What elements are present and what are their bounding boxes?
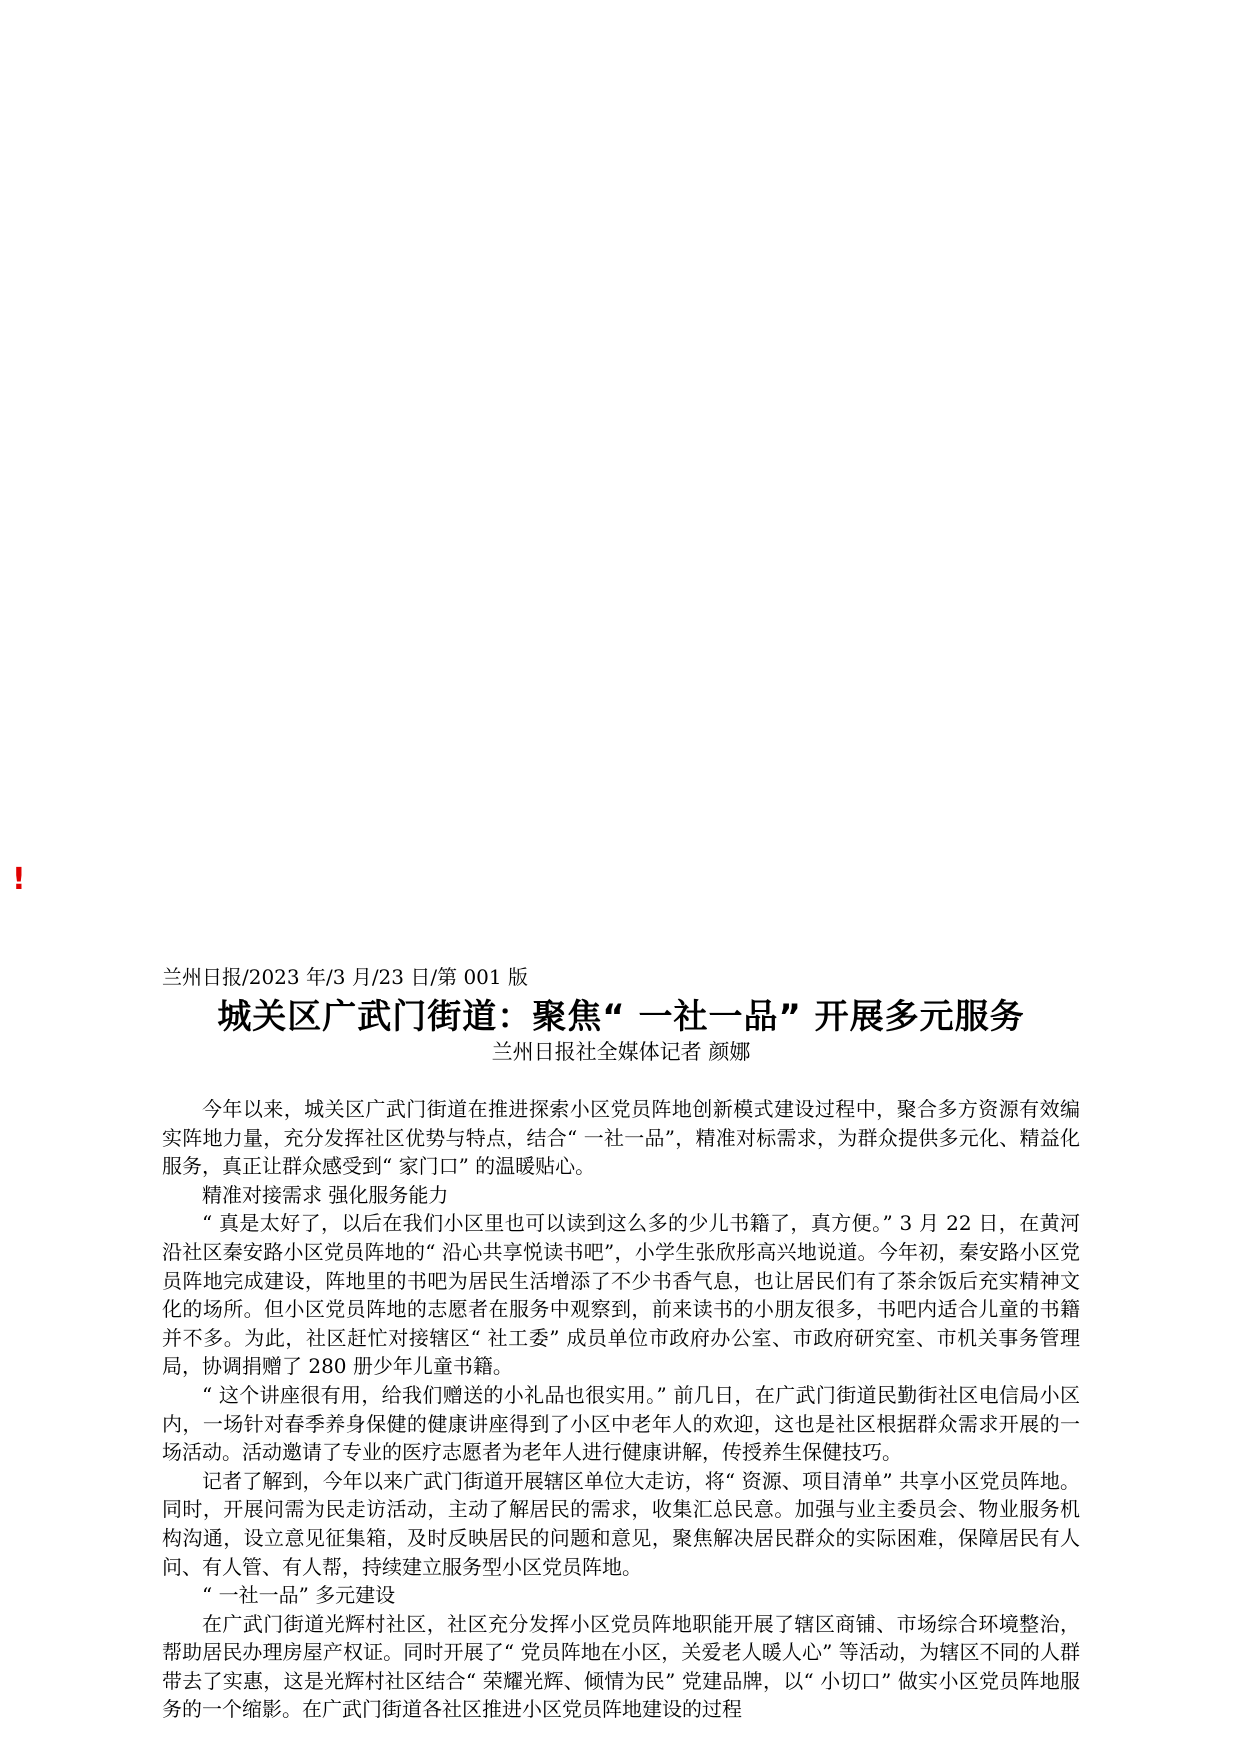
section-heading: 精准对接需求 强化服务能力 <box>202 1182 449 1207</box>
paragraph: 今年以来，城关区广武门街道在推进探索小区党员阵地创新模式建设过程中，聚合多方资源有效编实阵地力量，充分发挥社区优势与特点，结合“ 一社一品”，精准对标需求，为群众提供多元化、精益化服务，真正让群众感受到“ 家门口” 的温暖贴心。 <box>162 1097 1080 1179</box>
paragraph: “ 真是太好了，以后在我们小区里也可以读到这么多的少儿书籍了，真方便。” 3 月 22 日，在黄河沿社区秦安路小区党员阵地的“ 沿心共享悦读书吧”，小学生张欣彤高兴地说道。今年初，秦安路小区党员阵地完成建设，阵地里的书吧为居民生活增添了不少书香气息，也让居民们有了茶余饭后充实精神文化的场所。但小区党员阵地的志愿者在服务中观察到，前来读书的小朋友很多，书吧内适合儿童的书籍并不多。为此，社区赶忙对接辖区“ 社工委” 成员单位市政府办公室、市政府研究室、市机关事务管理局，协调捐赠了 280 册少年儿童书籍。 <box>162 1211 1080 1379</box>
paragraph: 在广武门街道光辉村社区，社区充分发挥小区党员阵地职能开展了辖区商铺、市场综合环境整治，帮助居民办理房屋产权证。同时开展了“ 党员阵地在小区，关爱老人暖人心” 等活动，为辖区不同的人群带去了实惠，这是光辉村社区结合“ 荣耀光辉、倾情为民” 党建品牌，以“ 小切口” 做实小区党员阵地服务的一个缩影。在广武门街道各社区推进小区党员阵地建设的过程 <box>162 1611 1080 1722</box>
article-body <box>162 1095 1080 1724</box>
section-heading: “ 一社一品” 多元建设 <box>202 1583 396 1608</box>
alert-mark: ! <box>12 862 26 897</box>
article-title: 城关区广武门街道：聚焦“ 一社一品” 开展多元服务 <box>217 997 1025 1037</box>
paragraph: 记者了解到，今年以来广武门街道开展辖区单位大走访，将“ 资源、项目清单” 共享小区党员阵地。同时，开展问需为民走访活动，主动了解居民的需求，收集汇总民意。加强与业主委员会、物业服务机构沟通，设立意见征集箱，及时反映居民的问题和意见，聚焦解决居民群众的实际困难，保障居民有人问、有人管、有人帮，持续建立服务型小区党员阵地。 <box>162 1468 1080 1579</box>
paragraph: “ 这个讲座很有用，给我们赠送的小礼品也很实用。” 前几日，在广武门街道民勤街社区电信局小区内，一场针对春季养身保健的健康讲座得到了小区中老年人的欢迎，这也是社区根据群众需求开展的一场活动。活动邀请了专业的医疗志愿者为老年人进行健康讲解，传授养生保健技巧。 <box>162 1382 1080 1465</box>
article <box>162 963 1080 1724</box>
byline: 兰州日报社全媒体记者 颜娜 <box>491 1040 751 1064</box>
source-line: 兰州日报/2023 年/3 月/23 日/第 001 版 <box>162 965 528 989</box>
